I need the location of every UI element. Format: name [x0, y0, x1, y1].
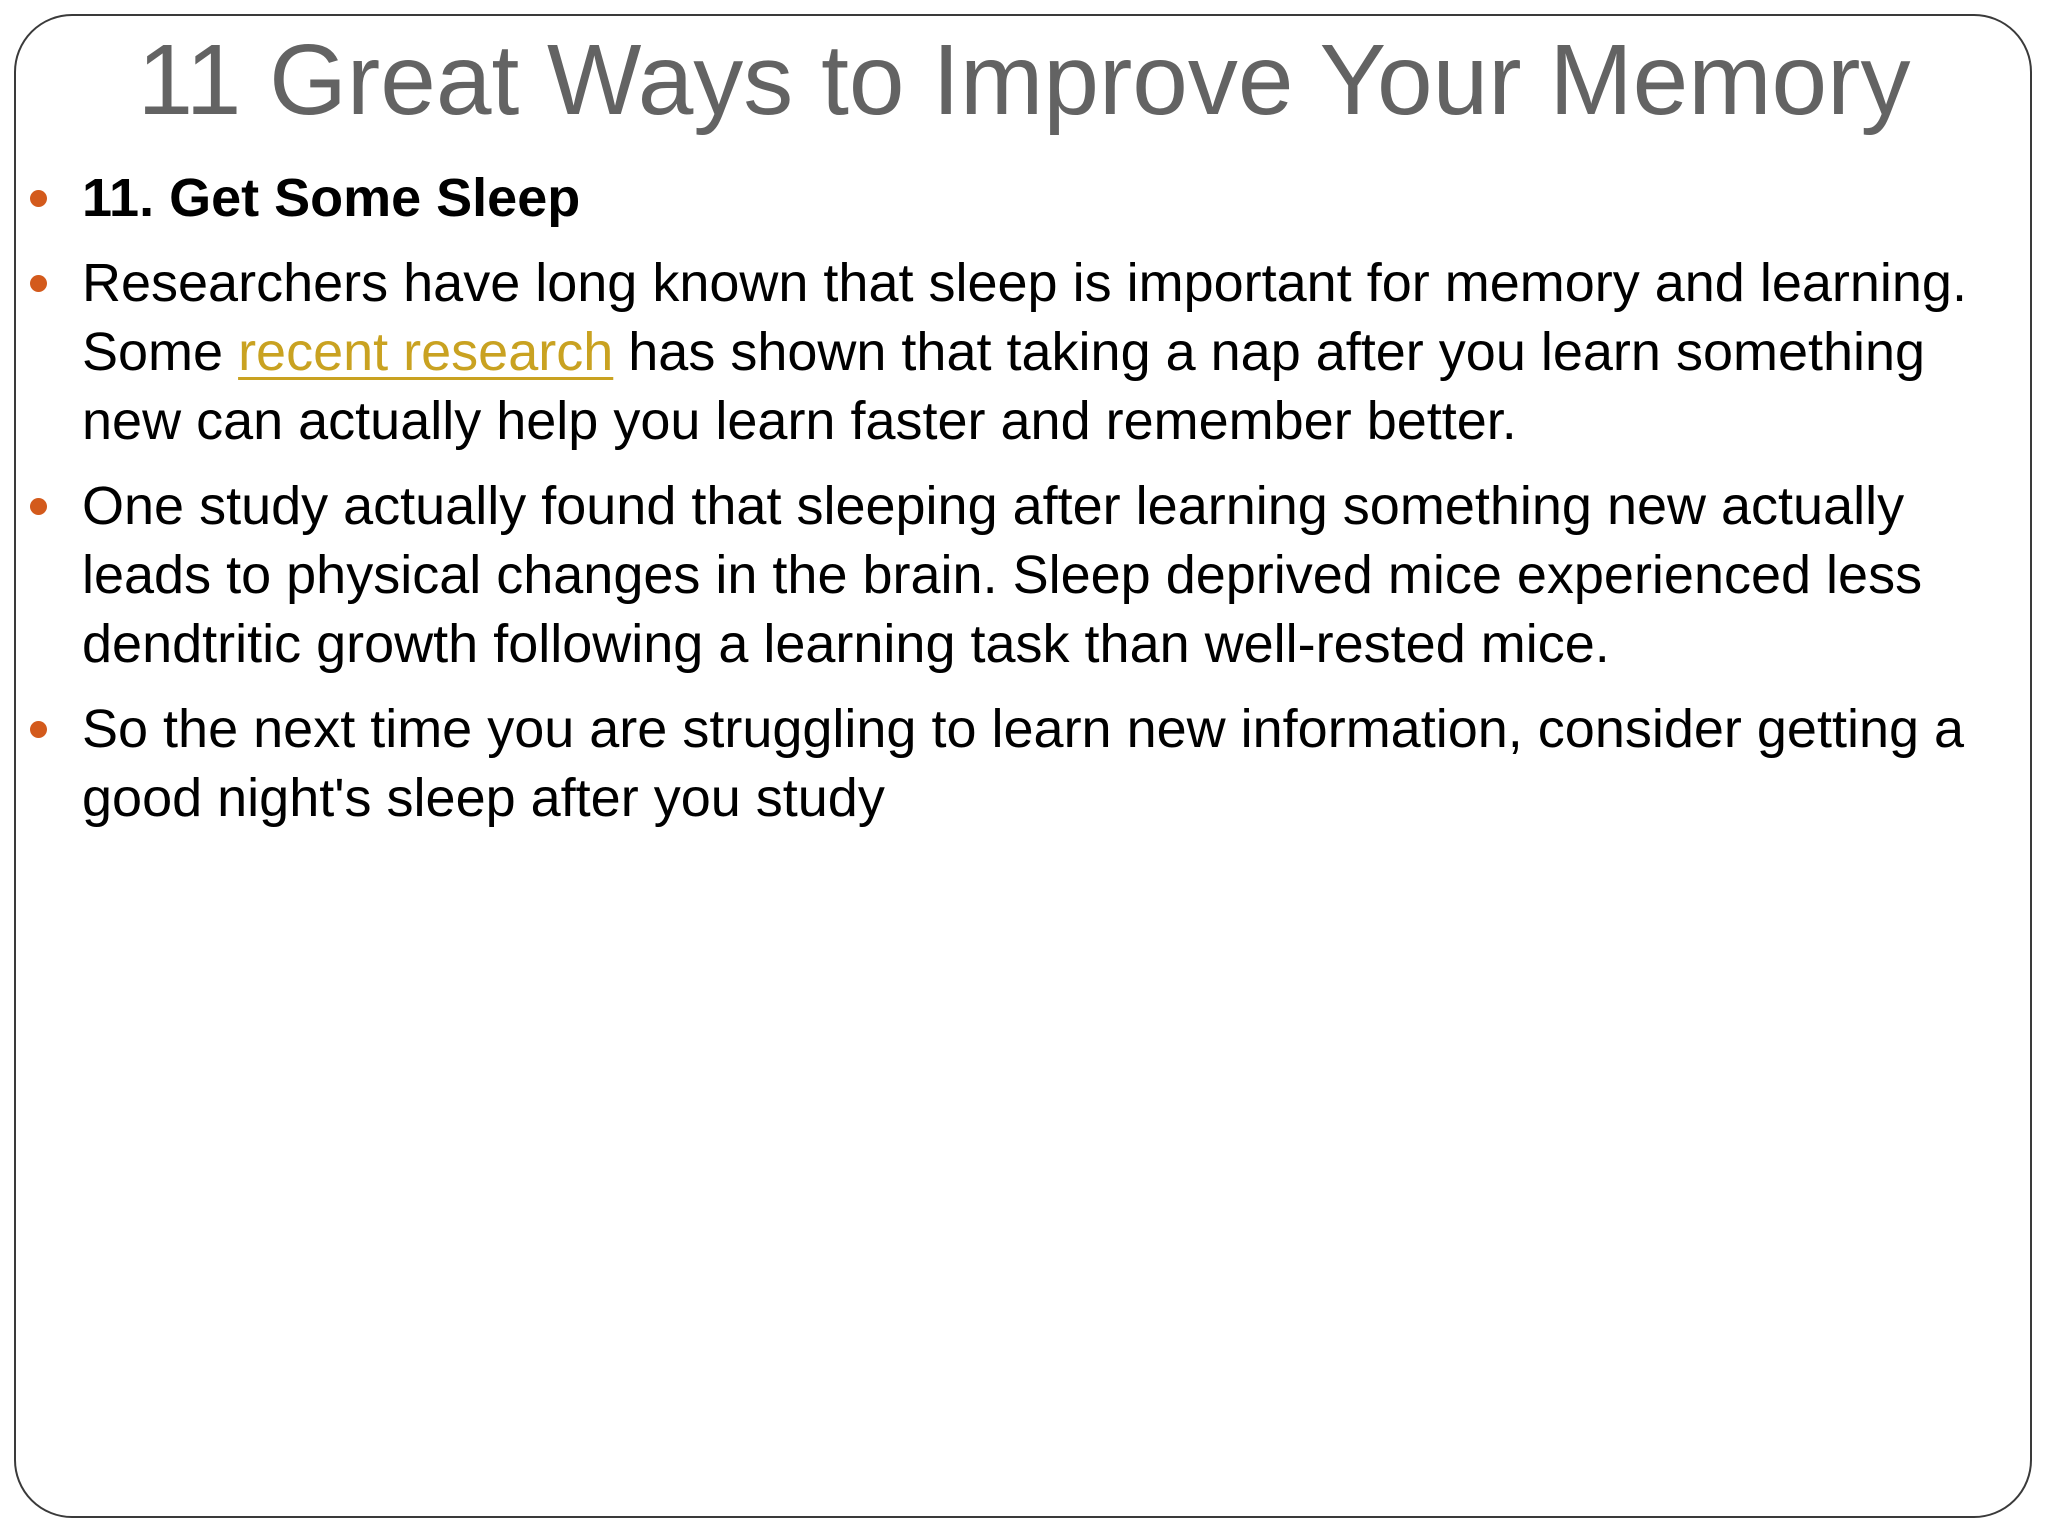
bullet-item-advice	[24, 695, 2024, 833]
bullet-item-research	[24, 249, 2024, 456]
bullet-heading-text: 11. Get Some Sleep	[82, 168, 581, 228]
bullet-list	[24, 164, 2024, 849]
bullet-item-heading	[24, 164, 2024, 233]
bullet-item-study	[24, 472, 2024, 679]
slide-title: 11 Great Ways to Improve Your Memory	[137, 24, 1911, 136]
recent-research-link[interactable]: recent research	[238, 322, 614, 382]
bullet-text: Researchers have long known that sleep is important for memory and learning. Some	[82, 253, 1967, 382]
bullet-dot-icon	[30, 190, 47, 207]
bullet-text: So the next time you are struggling to learn new information, consider getting a good night's sleep after you study	[82, 699, 1965, 828]
bullet-text: has shown that taking a nap after you learn something new can actually help you learn faster and remember better.	[82, 322, 1926, 451]
bullet-text: One study actually found that sleeping after learning something new actually leads to physical changes in the brain. Sleep deprived mice experienced less dendtritic growth following a learning task than well-rested mice.	[82, 476, 1923, 674]
bullet-dot-icon	[30, 498, 47, 515]
bullet-dot-icon	[30, 721, 47, 738]
bullet-dot-icon	[30, 275, 47, 292]
